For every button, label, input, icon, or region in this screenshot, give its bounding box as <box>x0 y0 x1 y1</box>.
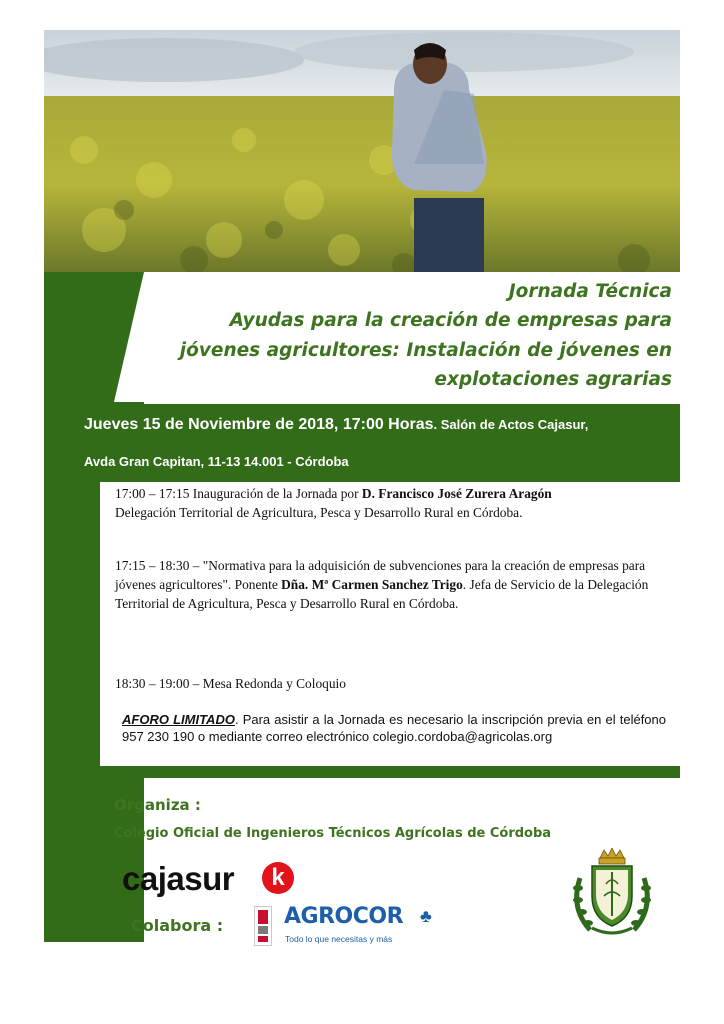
event-date-time: Jueves 15 de Noviembre de 2018, 17:00 Horas <box>84 416 434 433</box>
hero-photo <box>44 30 680 272</box>
separator-bar <box>100 766 680 778</box>
program-item-detail: Delegación Territorial de Agricultura, Pesca y Desarrollo Rural en Córdoba. <box>115 505 523 520</box>
agrocor-logo: AGROCOR <box>284 904 404 929</box>
program-item-text: 17:00 – 17:15 Inauguración de la Jornada por <box>115 486 362 501</box>
aforo-label: AFORO LIMITADO <box>122 712 235 727</box>
colabora-label: Colabora : <box>131 916 224 935</box>
event-venue: . Salón de Actos Cajasur, <box>433 417 589 432</box>
title-line-2: jóvenes agricultores: Instalación de jóvenes en <box>179 340 672 361</box>
program-item-text: 17:15 – 18:30 – "Normativa para la adquisición de subvenciones para la creación de empresas para jóvenes agricultores". Ponente <box>115 558 646 592</box>
card-logo-icon <box>254 906 272 946</box>
event-type: Jornada Técnica <box>508 281 672 302</box>
program-item-detail: . Jefa de Servicio de la Delegación Territorial de Agricultura, Pesca y Desarrollo Rural en Córdoba. <box>115 577 649 611</box>
program-speaker: Dña. Mª Carmen Sanchez Trigo <box>281 577 463 592</box>
colegio-crest-icon <box>566 848 658 938</box>
event-address: Avda Gran Capitan, 11-13 14.001 - Córdoba <box>84 454 349 469</box>
cajasur-k-icon: k <box>262 862 294 894</box>
organizer-name: Colegio Oficial de Ingenieros Técnicos Agrícolas de Córdoba <box>114 826 552 841</box>
program-item <box>115 484 670 522</box>
cajasur-logo: cajasur <box>122 860 235 897</box>
program-item-text: 18:30 – 19:00 – Mesa Redonda y Coloquio <box>115 676 346 691</box>
title-line-3: explotaciones agrarias <box>434 369 672 390</box>
program-item <box>115 556 670 613</box>
organiza-label: Organiza : <box>114 796 201 814</box>
clover-icon: ♣ <box>420 906 432 926</box>
program-item <box>115 674 670 693</box>
aforo-notice <box>122 711 666 745</box>
agrocor-tagline: Todo lo que necesitas y más <box>285 934 393 944</box>
title-line-1: Ayudas para la creación de empresas para <box>229 310 672 331</box>
aforo-text: . Para asistir a la Jornada es necesario la inscripción previa en el teléfono 957 230 190 o mediante correo electrónico colegio.cordoba@agricolas.org <box>122 712 666 744</box>
event-date-line <box>84 416 588 434</box>
program-speaker: D. Francisco José Zurera Aragón <box>361 486 552 501</box>
